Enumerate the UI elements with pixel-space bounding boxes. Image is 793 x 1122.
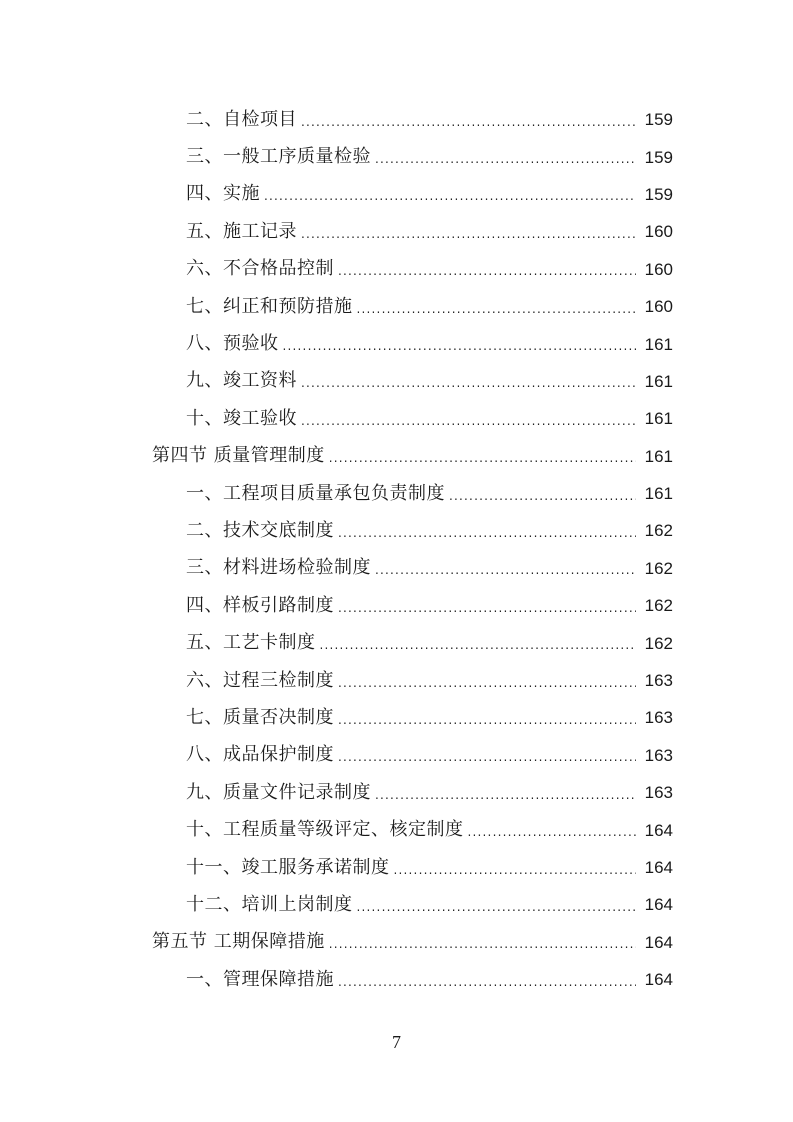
toc-entry[interactable] <box>0 251 793 288</box>
toc-entry[interactable] <box>0 325 793 362</box>
toc-entry-page: 162 <box>644 596 673 616</box>
toc-entry-page: 162 <box>644 558 673 578</box>
toc-dot-leader <box>338 971 636 989</box>
toc-dot-leader <box>329 447 636 465</box>
toc-dot-leader <box>338 672 636 690</box>
toc-entry[interactable] <box>0 699 793 736</box>
toc-entry-title: 六、过程三检制度 <box>186 669 334 691</box>
toc-dot-leader <box>357 896 637 914</box>
toc-entry-title: 五、施工记录 <box>186 220 297 242</box>
toc-entry[interactable] <box>0 176 793 213</box>
toc-entry-page: 161 <box>644 446 673 466</box>
toc-entry-page: 160 <box>644 297 673 317</box>
toc-entry-page: 161 <box>644 409 673 429</box>
toc-entry-title: 第五节 工期保障措施 <box>152 931 325 953</box>
toc-entry-page: 163 <box>644 708 673 728</box>
toc-dot-leader <box>449 485 636 503</box>
toc-entry-title: 十二、培训上岗制度 <box>186 893 353 915</box>
toc-entry-page: 164 <box>644 820 673 840</box>
toc-entry-page: 161 <box>644 484 673 504</box>
toc-entry[interactable] <box>0 774 793 811</box>
toc-dot-leader <box>338 597 636 615</box>
toc-entry-page: 161 <box>644 371 673 391</box>
toc-entry-page: 163 <box>644 745 673 765</box>
toc-entry-page: 162 <box>644 521 673 541</box>
toc-dot-leader <box>375 148 636 166</box>
toc-entry-title: 九、竣工资料 <box>186 370 297 392</box>
toc-dot-leader <box>264 185 636 203</box>
toc-entry-title: 七、质量否决制度 <box>186 706 334 728</box>
toc-entry[interactable] <box>0 213 793 250</box>
toc-dot-leader <box>357 298 637 316</box>
toc-entry-page: 160 <box>644 259 673 279</box>
toc-entry-title: 十、竣工验收 <box>186 407 297 429</box>
toc-dot-leader <box>301 111 636 129</box>
toc-dot-leader <box>338 709 636 727</box>
toc-dot-leader <box>301 372 636 390</box>
toc-dot-leader <box>338 522 636 540</box>
toc-entry-title: 二、自检项目 <box>186 108 297 130</box>
toc-entry[interactable] <box>0 587 793 624</box>
toc-entry[interactable] <box>0 550 793 587</box>
toc-entry[interactable] <box>0 400 793 437</box>
toc-entry-title: 五、工艺卡制度 <box>186 632 316 654</box>
toc-entry[interactable] <box>0 101 793 138</box>
toc-entry[interactable] <box>0 737 793 774</box>
toc-entry-page: 164 <box>644 970 673 990</box>
toc-entry-page: 164 <box>644 858 673 877</box>
toc-section-entry[interactable] <box>0 438 793 475</box>
page-number: 7 <box>392 1032 401 1052</box>
toc-entry[interactable] <box>0 624 793 661</box>
toc-entry-title: 七、纠正和预防措施 <box>186 295 353 317</box>
toc-entry[interactable] <box>0 475 793 512</box>
toc-dot-leader <box>283 335 637 353</box>
toc-entry-title: 八、成品保护制度 <box>186 744 334 766</box>
toc-entry-page: 162 <box>644 633 673 653</box>
toc-dot-leader <box>375 559 636 577</box>
toc-entry-title: 四、样板引路制度 <box>186 594 334 616</box>
toc-entry-title: 二、技术交底制度 <box>186 519 334 541</box>
toc-entry[interactable] <box>0 512 793 549</box>
toc-entry-title: 三、一般工序质量检验 <box>186 146 371 168</box>
toc-entry[interactable] <box>0 288 793 325</box>
toc-entry-page: 159 <box>644 184 673 204</box>
toc-entry-title: 八、预验收 <box>186 333 279 355</box>
toc-entry-page: 163 <box>644 783 673 803</box>
toc-dot-leader <box>301 410 636 428</box>
toc-entry-title: 第四节 质量管理制度 <box>152 445 325 467</box>
toc-entry-title: 一、工程项目质量承包负责制度 <box>186 482 445 504</box>
toc-entry[interactable] <box>0 849 793 886</box>
toc-entry[interactable] <box>0 811 793 848</box>
toc-entry[interactable] <box>0 138 793 175</box>
toc-entry[interactable] <box>0 662 793 699</box>
toc-dot-leader <box>329 933 636 951</box>
toc-entry-title: 一、管理保障措施 <box>186 968 334 990</box>
toc-entry-page: 164 <box>644 895 673 915</box>
toc-dot-leader <box>468 821 637 839</box>
toc-entry-page: 164 <box>644 932 673 952</box>
toc-entry[interactable] <box>0 886 793 923</box>
toc-entry-page: 163 <box>644 671 673 691</box>
toc-entry-page: 159 <box>644 147 673 167</box>
toc-entry-page: 160 <box>644 222 673 242</box>
toc-dot-leader <box>394 859 637 877</box>
toc-entry[interactable] <box>0 961 793 998</box>
toc-dot-leader <box>338 746 636 764</box>
toc-entry-page: 159 <box>644 110 673 130</box>
table-of-contents <box>0 101 793 998</box>
toc-entry-title: 九、质量文件记录制度 <box>186 781 371 803</box>
toc-section-entry[interactable] <box>0 924 793 961</box>
toc-dot-leader <box>375 784 636 802</box>
toc-entry-title: 三、材料进场检验制度 <box>186 557 371 579</box>
toc-entry-title: 十、工程质量等级评定、核定制度 <box>186 819 464 841</box>
toc-entry-title: 四、实施 <box>186 183 260 205</box>
toc-dot-leader <box>320 634 637 652</box>
toc-entry-title: 十一、竣工服务承诺制度 <box>186 856 390 878</box>
toc-entry-title: 六、不合格品控制 <box>186 258 334 280</box>
toc-entry[interactable] <box>0 363 793 400</box>
toc-dot-leader <box>338 260 636 278</box>
toc-entry-page: 161 <box>644 334 673 354</box>
toc-dot-leader <box>301 223 636 241</box>
